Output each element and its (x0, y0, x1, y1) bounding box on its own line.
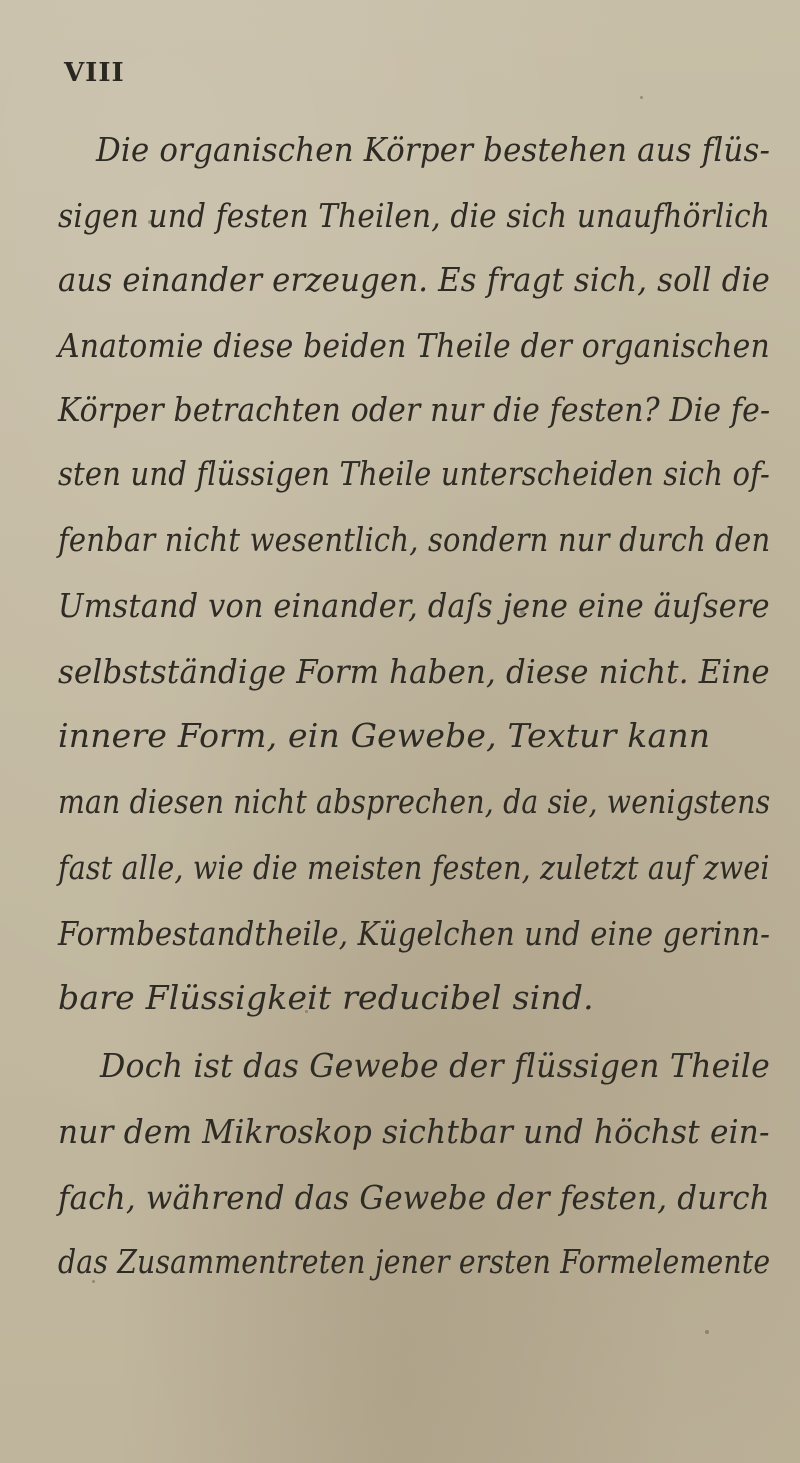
text-line: Doch ist das Gewebe der flüssigen Theile (100, 1046, 770, 1085)
text-line: aus einander erzeugen. Es fragt sich, soll die (58, 260, 770, 299)
text-line: innere Form, ein Gewebe, Textur kann (58, 716, 711, 755)
text-line: sten und flüssigen Theile unterscheiden sich of- (58, 454, 770, 493)
text-line: Formbestandtheile, Kügelchen und eine gerinn- (58, 914, 771, 953)
paper-speckle (705, 1330, 709, 1334)
text-line: Anatomie diese beiden Theile der organischen (58, 326, 770, 365)
text-line: das Zusammentreten jener ersten Formelemente (58, 1242, 771, 1281)
paper-speckle (640, 96, 643, 99)
text-line: fenbar nicht wesentlich, sondern nur durch den (58, 520, 771, 559)
text-line: Die organischen Körper bestehen aus flüs- (96, 130, 771, 169)
text-line: Umstand von einander, daſs jene eine äuſsere (58, 586, 770, 625)
text-line: sigen und festen Theilen, die sich unaufhörlich (58, 196, 771, 235)
text-line: fach, während das Gewebe der festen, durch (58, 1178, 770, 1217)
text-line: fast alle, wie die meisten festen, zuletzt auf zwei (58, 848, 770, 887)
text-line: bare Flüssigkeit reducibel sind. (58, 978, 594, 1017)
text-line: selbstständige Form haben, diese nicht. Eine (58, 652, 770, 691)
text-line: nur dem Mikroskop sichtbar und höchst ein- (58, 1112, 770, 1151)
page-number: VIII (64, 58, 125, 88)
text-line: man diesen nicht absprechen, da sie, wenigstens (58, 782, 771, 821)
text-line: Körper betrachten oder nur die festen? Die fe- (58, 390, 771, 429)
